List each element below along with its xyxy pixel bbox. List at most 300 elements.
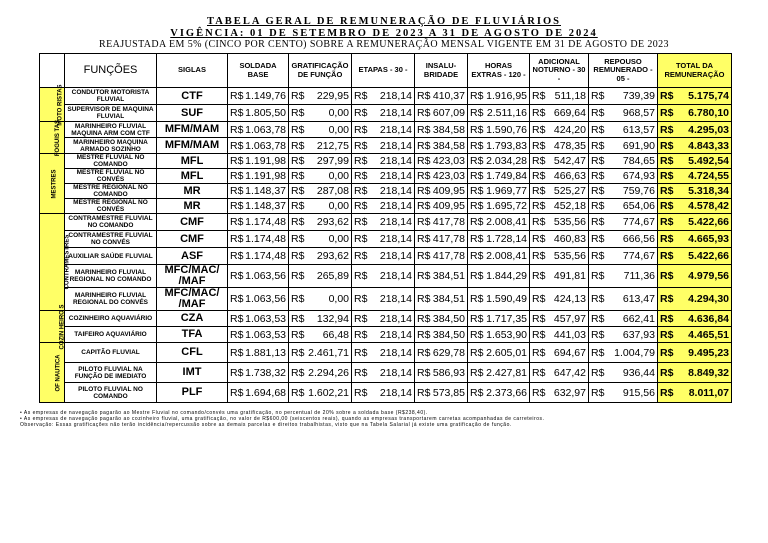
total-value: 5.318,34 bbox=[688, 185, 729, 197]
etapas-cell bbox=[352, 105, 415, 122]
currency-symbol: R$ bbox=[660, 386, 674, 399]
horas-value: 1.653,90 bbox=[486, 328, 527, 341]
repouso-cell bbox=[589, 199, 658, 214]
currency-symbol: R$ bbox=[532, 233, 546, 245]
gratificacao-cell bbox=[289, 265, 352, 288]
repouso-value: 662,41 bbox=[622, 312, 655, 325]
repouso-value: 759,76 bbox=[622, 185, 655, 197]
currency-symbol: R$ bbox=[291, 366, 305, 379]
adicional-cell bbox=[530, 154, 589, 169]
total-value: 4.465,51 bbox=[688, 328, 729, 341]
gratificacao-value: 0,00 bbox=[328, 293, 349, 305]
gratificacao-value: 265,89 bbox=[316, 270, 349, 282]
sigla-cell: MFC/MAC/ /MAF bbox=[157, 288, 228, 311]
currency-symbol: R$ bbox=[417, 312, 431, 325]
total-value: 4.979,56 bbox=[688, 270, 729, 282]
adicional-cell bbox=[530, 343, 589, 363]
currency-symbol: R$ bbox=[660, 200, 674, 212]
adicional-value: 424,20 bbox=[553, 123, 586, 136]
currency-symbol: R$ bbox=[660, 123, 674, 136]
currency-symbol: R$ bbox=[417, 107, 431, 119]
soldada-value: 1.174,48 bbox=[245, 250, 286, 262]
etapas-cell bbox=[352, 311, 415, 327]
gratificacao-value: 0,00 bbox=[328, 170, 349, 182]
currency-symbol: R$ bbox=[291, 346, 305, 359]
currency-symbol: R$ bbox=[354, 270, 368, 282]
currency-symbol: R$ bbox=[230, 386, 244, 399]
currency-symbol: R$ bbox=[470, 200, 484, 212]
adicional-value: 535,56 bbox=[553, 250, 586, 262]
group-label bbox=[40, 343, 65, 403]
total-cell bbox=[658, 327, 732, 343]
gratificacao-value: 0,00 bbox=[328, 200, 349, 212]
soldada-cell bbox=[228, 327, 289, 343]
currency-symbol: R$ bbox=[591, 270, 605, 282]
currency-symbol: R$ bbox=[291, 107, 305, 119]
gratificacao-cell bbox=[289, 383, 352, 403]
currency-symbol: R$ bbox=[660, 250, 674, 262]
adicional-value: 511,18 bbox=[554, 90, 586, 102]
currency-symbol: R$ bbox=[417, 328, 431, 341]
currency-symbol: R$ bbox=[470, 90, 484, 102]
gratificacao-value: 66,48 bbox=[322, 328, 349, 341]
sigla-cell: ASF bbox=[157, 248, 228, 265]
currency-symbol: R$ bbox=[230, 293, 244, 305]
etapas-cell bbox=[352, 214, 415, 231]
horas-value: 1.717,35 bbox=[486, 312, 527, 325]
group-label-text: MOTO RISTAS bbox=[57, 83, 64, 126]
horas-cell bbox=[468, 154, 530, 169]
funcao-cell: CONTRAMESTRE FLUVIAL NO COMANDO bbox=[65, 214, 157, 231]
currency-symbol: R$ bbox=[291, 139, 305, 152]
repouso-cell bbox=[589, 311, 658, 327]
total-value: 5.422,66 bbox=[688, 216, 729, 228]
currency-symbol: R$ bbox=[532, 185, 546, 197]
insalubridade-cell bbox=[415, 383, 468, 403]
etapas-cell bbox=[352, 184, 415, 199]
header-etapas: ETAPAS - 30 - bbox=[352, 54, 415, 88]
currency-symbol: R$ bbox=[532, 250, 546, 262]
insalubridade-cell bbox=[415, 105, 468, 122]
gratificacao-value: 297,99 bbox=[316, 155, 349, 167]
currency-symbol: R$ bbox=[354, 185, 368, 197]
horas-value: 2.008,41 bbox=[486, 216, 527, 228]
total-cell bbox=[658, 169, 732, 184]
adicional-value: 542,47 bbox=[553, 155, 586, 167]
soldada-value: 1.063,78 bbox=[245, 123, 286, 136]
adicional-value: 466,63 bbox=[553, 170, 586, 182]
currency-symbol: R$ bbox=[230, 139, 244, 152]
currency-symbol: R$ bbox=[532, 270, 546, 282]
repouso-cell bbox=[589, 343, 658, 363]
currency-symbol: R$ bbox=[417, 155, 431, 167]
sigla-cell: MR bbox=[157, 199, 228, 214]
sigla-cell: MFL bbox=[157, 169, 228, 184]
insalubridade-value: 417,78 bbox=[432, 216, 465, 228]
table-row bbox=[40, 383, 732, 403]
gratificacao-cell bbox=[289, 88, 352, 105]
currency-symbol: R$ bbox=[230, 366, 244, 379]
soldada-value: 1.881,13 bbox=[245, 346, 286, 359]
funcao-cell: PILOTO FLUVIAL NO COMANDO bbox=[65, 383, 157, 403]
gratificacao-cell bbox=[289, 184, 352, 199]
currency-symbol: R$ bbox=[660, 155, 674, 167]
soldada-value: 1.063,53 bbox=[245, 328, 286, 341]
insalubridade-value: 417,78 bbox=[432, 250, 465, 262]
etapas-value: 218,14 bbox=[379, 155, 412, 167]
adicional-value: 632,97 bbox=[553, 386, 586, 399]
currency-symbol: R$ bbox=[470, 293, 484, 305]
sigla-cell: SUF bbox=[157, 105, 228, 122]
adicional-cell bbox=[530, 311, 589, 327]
table-row bbox=[40, 105, 732, 122]
currency-symbol: R$ bbox=[291, 312, 305, 325]
total-value: 5.492,54 bbox=[688, 155, 729, 167]
insalubridade-value: 384,50 bbox=[432, 312, 465, 325]
horas-value: 2.511,16 bbox=[486, 107, 527, 119]
soldada-cell bbox=[228, 122, 289, 138]
adicional-cell bbox=[530, 184, 589, 199]
insalubridade-cell bbox=[415, 184, 468, 199]
currency-symbol: R$ bbox=[470, 312, 484, 325]
currency-symbol: R$ bbox=[470, 386, 484, 399]
currency-symbol: R$ bbox=[591, 233, 605, 245]
gratificacao-value: 293,62 bbox=[316, 216, 349, 228]
insalubridade-cell bbox=[415, 199, 468, 214]
gratificacao-value: 0,00 bbox=[328, 233, 349, 245]
currency-symbol: R$ bbox=[660, 90, 674, 102]
currency-symbol: R$ bbox=[354, 312, 368, 325]
etapas-value: 218,14 bbox=[379, 200, 412, 212]
currency-symbol: R$ bbox=[291, 155, 305, 167]
horas-cell bbox=[468, 231, 530, 248]
soldada-cell bbox=[228, 184, 289, 199]
soldada-value: 1.174,48 bbox=[245, 216, 286, 228]
repouso-value: 711,36 bbox=[623, 270, 655, 282]
footnote-1: • As empresas de navegação pagarão ao Mestre Fluvial no comando/convés uma gratificação, no percentual de 20% sobre a soldada base (R$238,40). bbox=[20, 410, 428, 416]
table-body bbox=[40, 83, 732, 403]
currency-symbol: R$ bbox=[591, 216, 605, 228]
repouso-cell bbox=[589, 288, 658, 311]
adicional-cell bbox=[530, 105, 589, 122]
horas-value: 1.749,84 bbox=[486, 170, 527, 182]
funcao-cell: AUXILIAR SAÚDE FLUVIAL bbox=[65, 248, 157, 265]
currency-symbol: R$ bbox=[591, 386, 605, 399]
table-row bbox=[40, 288, 732, 311]
etapas-value: 218,14 bbox=[379, 346, 412, 359]
adicional-cell bbox=[530, 88, 589, 105]
currency-symbol: R$ bbox=[470, 250, 484, 262]
table-row bbox=[40, 343, 732, 363]
currency-symbol: R$ bbox=[532, 90, 546, 102]
soldada-cell bbox=[228, 169, 289, 184]
currency-symbol: R$ bbox=[291, 233, 305, 245]
total-value: 8.849,32 bbox=[688, 366, 729, 379]
adicional-cell bbox=[530, 199, 589, 214]
currency-symbol: R$ bbox=[354, 200, 368, 212]
sigla-cell: CZA bbox=[157, 311, 228, 327]
header-group bbox=[40, 54, 65, 88]
repouso-value: 915,56 bbox=[622, 386, 655, 399]
soldada-value: 1.148,37 bbox=[245, 185, 286, 197]
etapas-value: 218,14 bbox=[379, 170, 412, 182]
table-row bbox=[40, 231, 732, 248]
adicional-value: 535,56 bbox=[553, 216, 586, 228]
gratificacao-cell bbox=[289, 311, 352, 327]
adicional-value: 424,13 bbox=[553, 293, 586, 305]
currency-symbol: R$ bbox=[532, 200, 546, 212]
adicional-value: 441,03 bbox=[553, 328, 586, 341]
repouso-cell bbox=[589, 138, 658, 154]
currency-symbol: R$ bbox=[532, 346, 546, 359]
sigla-cell: MFM/MAM bbox=[157, 138, 228, 154]
repouso-value: 774,67 bbox=[622, 216, 655, 228]
horas-value: 2.605,01 bbox=[486, 346, 527, 359]
sigla-cell: CTF bbox=[157, 88, 228, 105]
currency-symbol: R$ bbox=[291, 170, 305, 182]
adicional-value: 460,83 bbox=[553, 233, 586, 245]
funcao-cell: CONDUTOR MOTORISTA FLUVIAL bbox=[65, 88, 157, 105]
currency-symbol: R$ bbox=[470, 170, 484, 182]
funcao-cell: MESTRE REGIONAL NO CONVÉS bbox=[65, 199, 157, 214]
etapas-cell bbox=[352, 88, 415, 105]
horas-cell bbox=[468, 214, 530, 231]
currency-symbol: R$ bbox=[291, 216, 305, 228]
table-row bbox=[40, 169, 732, 184]
gratificacao-cell bbox=[289, 199, 352, 214]
insalubridade-value: 607,09 bbox=[432, 107, 465, 119]
total-cell bbox=[658, 122, 732, 138]
horas-value: 2.008,41 bbox=[486, 250, 527, 262]
currency-symbol: R$ bbox=[532, 216, 546, 228]
table-row bbox=[40, 214, 732, 231]
currency-symbol: R$ bbox=[660, 328, 674, 341]
gratificacao-value: 1.602,21 bbox=[308, 386, 349, 399]
repouso-value: 666,56 bbox=[622, 233, 655, 245]
adicional-value: 669,64 bbox=[553, 107, 586, 119]
adicional-cell bbox=[530, 383, 589, 403]
currency-symbol: R$ bbox=[354, 139, 368, 152]
currency-symbol: R$ bbox=[354, 107, 368, 119]
horas-value: 2.373,66 bbox=[486, 386, 527, 399]
sigla-cell: PLF bbox=[157, 383, 228, 403]
horas-value: 1.916,95 bbox=[486, 90, 527, 102]
funcao-cell: MARINHEIRO MAQUINA ARMADO SOZINHO bbox=[65, 138, 157, 154]
header-repouso: REPOUSO REMUNERADO - 05 - bbox=[589, 54, 658, 88]
total-cell bbox=[658, 363, 732, 383]
repouso-value: 654,06 bbox=[622, 200, 655, 212]
currency-symbol: R$ bbox=[470, 270, 484, 282]
insalubridade-value: 423,03 bbox=[432, 170, 465, 182]
etapas-value: 218,14 bbox=[379, 386, 412, 399]
funcao-cell: PILOTO FLUVIAL NA FUNÇÃO DE IMEDIATO bbox=[65, 363, 157, 383]
currency-symbol: R$ bbox=[470, 216, 484, 228]
adicional-cell bbox=[530, 288, 589, 311]
adicional-value: 452,18 bbox=[553, 200, 586, 212]
currency-symbol: R$ bbox=[230, 90, 244, 102]
repouso-value: 774,67 bbox=[622, 250, 655, 262]
insalubridade-cell bbox=[415, 214, 468, 231]
currency-symbol: R$ bbox=[291, 123, 305, 136]
currency-symbol: R$ bbox=[532, 366, 546, 379]
horas-cell bbox=[468, 383, 530, 403]
insalubridade-cell bbox=[415, 311, 468, 327]
funcao-cell: TAIFEIRO AQUAVIÁRIO bbox=[65, 327, 157, 343]
currency-symbol: R$ bbox=[591, 185, 605, 197]
soldada-cell bbox=[228, 288, 289, 311]
table-row bbox=[40, 138, 732, 154]
insalubridade-value: 410,37 bbox=[432, 90, 465, 102]
funcao-cell: SUPERVISOR DE MAQUINA FLUVIAL bbox=[65, 105, 157, 122]
etapas-value: 218,14 bbox=[379, 107, 412, 119]
adicional-value: 694,67 bbox=[553, 346, 586, 359]
currency-symbol: R$ bbox=[417, 185, 431, 197]
etapas-cell bbox=[352, 288, 415, 311]
repouso-cell bbox=[589, 105, 658, 122]
currency-symbol: R$ bbox=[591, 107, 605, 119]
currency-symbol: R$ bbox=[532, 170, 546, 182]
currency-symbol: R$ bbox=[230, 250, 244, 262]
currency-symbol: R$ bbox=[660, 170, 674, 182]
total-cell bbox=[658, 105, 732, 122]
insalubridade-cell bbox=[415, 169, 468, 184]
currency-symbol: R$ bbox=[417, 386, 431, 399]
horas-value: 1.969,77 bbox=[486, 185, 527, 197]
currency-symbol: R$ bbox=[417, 250, 431, 262]
currency-symbol: R$ bbox=[230, 346, 244, 359]
horas-value: 1.728,14 bbox=[486, 233, 527, 245]
insalubridade-value: 384,58 bbox=[432, 139, 465, 152]
insalubridade-cell bbox=[415, 327, 468, 343]
group-label-text: CONTRAMESTRES bbox=[64, 234, 71, 290]
repouso-cell bbox=[589, 363, 658, 383]
sigla-cell: TFA bbox=[157, 327, 228, 343]
insalubridade-cell bbox=[415, 88, 468, 105]
soldada-value: 1.738,32 bbox=[245, 366, 286, 379]
horas-cell bbox=[468, 327, 530, 343]
horas-cell bbox=[468, 138, 530, 154]
currency-symbol: R$ bbox=[532, 386, 546, 399]
document-title: TABELA GERAL DE REMUNERAÇÃO DE FLUVIÁRIOS bbox=[207, 16, 561, 27]
sigla-cell: MFL bbox=[157, 154, 228, 169]
currency-symbol: R$ bbox=[291, 270, 305, 282]
sigla-cell: IMT bbox=[157, 363, 228, 383]
soldada-cell bbox=[228, 105, 289, 122]
reajuste-line: REAJUSTADA EM 5% (CINCO POR CENTO) SOBRE A REMUNERAÇÃO MENSAL VIGENTE EM 31 DE AGOSTO DE 2023 bbox=[99, 39, 669, 50]
currency-symbol: R$ bbox=[532, 139, 546, 152]
currency-symbol: R$ bbox=[470, 328, 484, 341]
group-label bbox=[40, 83, 65, 126]
header-horas-extras: HORAS EXTRAS - 120 - bbox=[468, 54, 530, 88]
repouso-cell bbox=[589, 154, 658, 169]
funcao-cell: MESTRE FLUVIAL NO CONVÉS bbox=[65, 169, 157, 184]
soldada-value: 1.174,48 bbox=[245, 233, 286, 245]
currency-symbol: R$ bbox=[291, 200, 305, 212]
gratificacao-value: 2.461,71 bbox=[308, 346, 349, 359]
adicional-cell bbox=[530, 214, 589, 231]
currency-symbol: R$ bbox=[591, 312, 605, 325]
gratificacao-value: 212,75 bbox=[316, 139, 349, 152]
header-soldada: SOLDADA BASE bbox=[228, 54, 289, 88]
etapas-value: 218,14 bbox=[379, 250, 412, 262]
currency-symbol: R$ bbox=[354, 346, 368, 359]
total-value: 4.294,30 bbox=[688, 293, 729, 305]
total-cell bbox=[658, 154, 732, 169]
currency-symbol: R$ bbox=[291, 90, 305, 102]
currency-symbol: R$ bbox=[532, 293, 546, 305]
group-label bbox=[40, 154, 65, 214]
funcao-cell: COZINHEIRO AQUAVIÁRIO bbox=[65, 311, 157, 327]
horas-cell bbox=[468, 122, 530, 138]
repouso-cell bbox=[589, 169, 658, 184]
group-label bbox=[40, 214, 71, 311]
soldada-value: 1.191,98 bbox=[245, 170, 286, 182]
total-value: 4.295,03 bbox=[688, 123, 729, 136]
currency-symbol: R$ bbox=[470, 123, 484, 136]
adicional-cell bbox=[530, 327, 589, 343]
currency-symbol: R$ bbox=[660, 233, 674, 245]
currency-symbol: R$ bbox=[470, 185, 484, 197]
gratificacao-cell bbox=[289, 138, 352, 154]
gratificacao-cell bbox=[289, 154, 352, 169]
total-value: 6.780,10 bbox=[688, 107, 729, 119]
currency-symbol: R$ bbox=[417, 366, 431, 379]
gratificacao-cell bbox=[289, 169, 352, 184]
currency-symbol: R$ bbox=[470, 139, 484, 152]
etapas-value: 218,14 bbox=[379, 185, 412, 197]
footnote-3: Observação: Essas gratificações não terão incidência/repercussão sobre as demais parcelas e direitos trabalhistas, visto que na Tabela Salarial já existe uma gratificação de função. bbox=[20, 422, 512, 428]
total-cell bbox=[658, 383, 732, 403]
currency-symbol: R$ bbox=[470, 346, 484, 359]
insalubridade-cell bbox=[415, 363, 468, 383]
currency-symbol: R$ bbox=[230, 170, 244, 182]
currency-symbol: R$ bbox=[417, 233, 431, 245]
currency-symbol: R$ bbox=[417, 170, 431, 182]
funcao-cell: CONTRAMESTRE FLUVIAL NO CONVÉS bbox=[65, 231, 157, 248]
currency-symbol: R$ bbox=[230, 328, 244, 341]
soldada-value: 1.063,56 bbox=[245, 270, 286, 282]
soldada-cell bbox=[228, 214, 289, 231]
horas-value: 1.844,29 bbox=[486, 270, 527, 282]
gratificacao-cell bbox=[289, 343, 352, 363]
repouso-value: 968,57 bbox=[622, 107, 655, 119]
insalubridade-cell bbox=[415, 122, 468, 138]
horas-cell bbox=[468, 363, 530, 383]
sigla-cell: CMF bbox=[157, 214, 228, 231]
total-value: 4.724,55 bbox=[688, 170, 729, 182]
horas-cell bbox=[468, 105, 530, 122]
header-funcoes: FUNÇÕES bbox=[65, 54, 157, 88]
etapas-value: 218,14 bbox=[379, 312, 412, 325]
currency-symbol: R$ bbox=[591, 200, 605, 212]
repouso-cell bbox=[589, 383, 658, 403]
repouso-value: 936,44 bbox=[622, 366, 655, 379]
currency-symbol: R$ bbox=[354, 123, 368, 136]
gratificacao-value: 0,00 bbox=[328, 107, 349, 119]
soldada-value: 1.063,78 bbox=[245, 139, 286, 152]
sigla-cell: MFM/MAM bbox=[157, 122, 228, 138]
insalubridade-cell bbox=[415, 265, 468, 288]
table-row bbox=[40, 199, 732, 214]
insalubridade-cell bbox=[415, 138, 468, 154]
total-cell bbox=[658, 248, 732, 265]
currency-symbol: R$ bbox=[230, 312, 244, 325]
currency-symbol: R$ bbox=[291, 293, 305, 305]
total-value: 8.011,07 bbox=[688, 386, 729, 399]
header-adicional-noturno: ADICIONAL NOTURNO - 30 - bbox=[530, 54, 589, 88]
gratificacao-cell bbox=[289, 327, 352, 343]
funcao-cell: MARINHEIRO FLUVIAL MAQUINA ARM COM CTF bbox=[65, 122, 157, 138]
